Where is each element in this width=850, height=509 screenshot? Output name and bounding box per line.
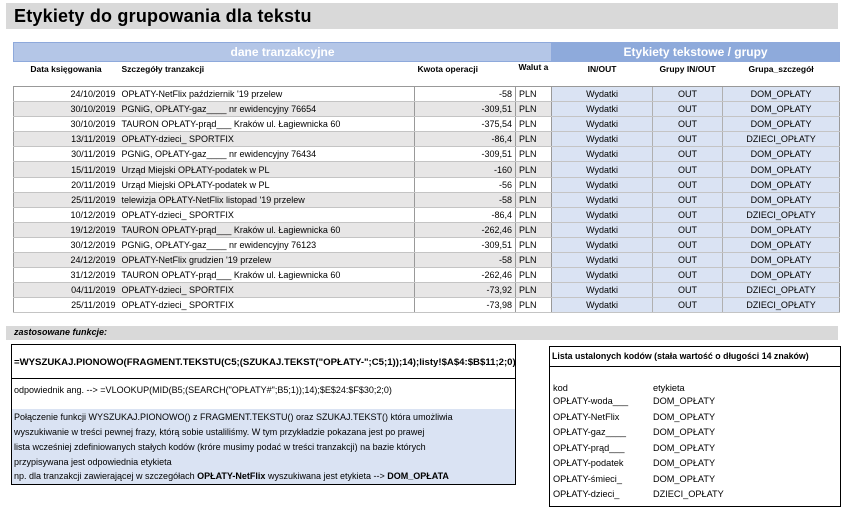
cell-inout: Wydatki xyxy=(552,117,653,132)
cell-group-inout: OUT xyxy=(653,283,723,298)
table-row xyxy=(14,87,840,102)
cell-currency: PLN xyxy=(516,177,552,192)
code-key: OPŁATY-podatek xyxy=(553,458,624,468)
cell-group-inout: OUT xyxy=(653,87,723,102)
transactions-table xyxy=(13,42,840,313)
cell-details: OPŁATY-dzieci_ SPORTFIX xyxy=(119,298,415,313)
cell-group-inout: OUT xyxy=(653,147,723,162)
group-header-transactions: dane tranzakcyjne xyxy=(14,43,552,62)
cell-amount: -56 xyxy=(415,177,516,192)
cell-group-inout: OUT xyxy=(653,177,723,192)
table-row xyxy=(14,298,840,313)
cell-inout: Wydatki xyxy=(552,177,653,192)
cell-inout: Wydatki xyxy=(552,268,653,283)
cell-group-inout: OUT xyxy=(653,253,723,268)
cell-amount: -73,98 xyxy=(415,298,516,313)
page-title: Etykiety do grupowania dla tekstu xyxy=(14,6,312,26)
cell-details: TAURON OPŁATY-prąd___ Kraków ul. Łagiewnicka 60 xyxy=(119,222,415,237)
cell-group-inout: OUT xyxy=(653,102,723,117)
col-header-amount: Kwota operacji xyxy=(415,62,516,87)
table-row xyxy=(14,207,840,222)
cell-group-inout: OUT xyxy=(653,268,723,283)
cell-group-detail: DZIECI_OPŁATY xyxy=(723,207,840,222)
cell-inout: Wydatki xyxy=(552,102,653,117)
cell-group-inout: OUT xyxy=(653,132,723,147)
cell-group-detail: DOM_OPŁATY xyxy=(723,162,840,177)
cell-details: telewizja OPŁATY-NetFlix listopad '19 przelew xyxy=(119,192,415,207)
cell-group-inout: OUT xyxy=(653,117,723,132)
cell-group-detail: DOM_OPŁATY xyxy=(723,87,840,102)
cell-date: 30/12/2019 xyxy=(14,237,119,252)
cell-group-detail: DZIECI_OPŁATY xyxy=(723,298,840,313)
cell-group-inout: OUT xyxy=(653,222,723,237)
cell-details: OPŁATY-dzieci_ SPORTFIX xyxy=(119,132,415,147)
cell-date: 25/11/2019 xyxy=(14,192,119,207)
code-key: OPŁATY-NetFlix xyxy=(553,411,620,422)
table-row xyxy=(14,237,840,252)
cell-group-detail: DOM_OPŁATY xyxy=(723,237,840,252)
table-row xyxy=(14,253,840,268)
title-bar xyxy=(6,3,838,29)
cell-group-detail: DOM_OPŁATY xyxy=(723,192,840,207)
code-key: OPŁATY-dzieci_ xyxy=(553,489,620,499)
table-row xyxy=(14,222,840,237)
cell-date: 15/11/2019 xyxy=(14,162,119,177)
col-header-group-inout: Grupy IN/OUT xyxy=(653,62,723,87)
cell-amount: -58 xyxy=(415,253,516,268)
cell-currency: PLN xyxy=(516,117,552,132)
cell-currency: PLN xyxy=(516,253,552,268)
cell-group-detail: DOM_OPŁATY xyxy=(723,117,840,132)
cell-date: 30/11/2019 xyxy=(14,147,119,162)
codes-header xyxy=(550,347,840,367)
group-header-labels: Etykiety tekstowe / grupy xyxy=(552,43,840,62)
cell-inout: Wydatki xyxy=(552,132,653,147)
code-label: DOM_OPŁATY xyxy=(653,396,716,406)
cell-group-detail: DOM_OPŁATY xyxy=(723,177,840,192)
cell-amount: -309,51 xyxy=(415,237,516,252)
formula-english: odpowiednik ang. --> =VLOOKUP(MID(B5;(SEARCH("OPŁATY#";B5;1));14);$E$24:$F$30;2;0) xyxy=(14,385,392,395)
example-mid: wyszukiwana jest etykieta --> xyxy=(265,471,388,481)
cell-group-detail: DOM_OPŁATY xyxy=(723,102,840,117)
cell-currency: PLN xyxy=(516,147,552,162)
example-term: OPŁATY-NetFlix xyxy=(197,471,266,481)
table-row xyxy=(14,132,840,147)
table-row xyxy=(14,162,840,177)
cell-date: 31/12/2019 xyxy=(14,268,119,283)
table-row xyxy=(14,177,840,192)
col-header-details: Szczegóły tranzakcji xyxy=(119,62,415,87)
cell-group-detail: DOM_OPŁATY xyxy=(723,222,840,237)
table-row xyxy=(14,192,840,207)
cell-date: 19/12/2019 xyxy=(14,222,119,237)
cell-group-detail: DOM_OPŁATY xyxy=(723,253,840,268)
cell-details: TAURON OPŁATY-prąd___ Kraków ul. Łagiewnicka 60 xyxy=(119,117,415,132)
code-key: OPŁATY-śmieci_ xyxy=(553,473,622,484)
cell-currency: PLN xyxy=(516,298,552,313)
cell-details: Urząd Miejski OPŁATY-podatek w PL xyxy=(119,162,415,177)
cell-date: 13/11/2019 xyxy=(14,132,119,147)
cell-details: OPŁATY-NetFlix październik '19 przelew xyxy=(119,87,415,102)
cell-amount: -86,4 xyxy=(415,132,516,147)
cell-inout: Wydatki xyxy=(552,253,653,268)
col-header-group-detail: Grupa_szczegół xyxy=(723,62,840,87)
example-result: DOM_OPŁATA xyxy=(387,471,449,481)
code-label: etykieta xyxy=(653,383,685,393)
col-header-currency: Walut a xyxy=(516,62,552,87)
cell-inout: Wydatki xyxy=(552,147,653,162)
functions-label: zastosowane funkcje: xyxy=(14,327,108,337)
cell-group-inout: OUT xyxy=(653,237,723,252)
table-row xyxy=(14,117,840,132)
cell-group-detail: DZIECI_OPŁATY xyxy=(723,283,840,298)
cell-group-inout: OUT xyxy=(653,162,723,177)
cell-currency: PLN xyxy=(516,222,552,237)
cell-details: PGNiG, OPŁATY-gaz____ nr ewidencyjny 76123 xyxy=(119,237,415,252)
table-row xyxy=(14,147,840,162)
cell-details: TAURON OPŁATY-prąd___ Kraków ul. Łagiewnicka 60 xyxy=(119,268,415,283)
cell-date: 10/12/2019 xyxy=(14,207,119,222)
description-line: lista wcześniej zdefiniowanych stałych kodów (króre musimy podać w treści tranzakcji) na bazie których xyxy=(14,442,426,452)
cell-currency: PLN xyxy=(516,132,552,147)
code-label: DOM_OPŁATY xyxy=(653,473,716,484)
cell-currency: PLN xyxy=(516,192,552,207)
cell-date: 20/11/2019 xyxy=(14,177,119,192)
cell-details: PGNiG, OPŁATY-gaz____ nr ewidencyjny 76654 xyxy=(119,102,415,117)
cell-amount: -73,92 xyxy=(415,283,516,298)
functions-bar xyxy=(6,326,838,340)
cell-amount: -58 xyxy=(415,87,516,102)
cell-amount: -160 xyxy=(415,162,516,177)
cell-currency: PLN xyxy=(516,283,552,298)
cell-currency: PLN xyxy=(516,102,552,117)
example-prefix: np. dla tranzakcji zawierającej w szczegółach xyxy=(14,471,198,481)
cell-date: 04/11/2019 xyxy=(14,283,119,298)
cell-inout: Wydatki xyxy=(552,162,653,177)
cell-inout: Wydatki xyxy=(552,283,653,298)
cell-amount: -262,46 xyxy=(415,268,516,283)
cell-inout: Wydatki xyxy=(552,298,653,313)
cell-details: OPŁATY-dzieci_ SPORTFIX xyxy=(119,207,415,222)
cell-currency: PLN xyxy=(516,162,552,177)
example-line xyxy=(14,471,449,481)
formula-box xyxy=(11,344,516,485)
cell-inout: Wydatki xyxy=(552,237,653,252)
cell-details: OPŁATY-dzieci_ SPORTFIX xyxy=(119,283,415,298)
table-row xyxy=(14,283,840,298)
col-header-date: Data księgowania xyxy=(14,62,119,87)
cell-currency: PLN xyxy=(516,207,552,222)
code-label: DOM_OPŁATY xyxy=(653,442,716,453)
cell-group-inout: OUT xyxy=(653,298,723,313)
table-row xyxy=(14,102,840,117)
column-header-row xyxy=(14,62,840,87)
cell-group-detail: DOM_OPŁATY xyxy=(723,268,840,283)
code-label: DZIECI_OPŁATY xyxy=(653,489,724,499)
codes-box xyxy=(549,346,841,507)
formula-divider xyxy=(12,378,515,379)
code-key: OPŁATY-woda___ xyxy=(553,396,629,406)
cell-amount: -86,4 xyxy=(415,207,516,222)
group-header-row xyxy=(14,43,840,62)
description-line: przypisywana jest odpowiednia etykieta xyxy=(14,457,172,467)
cell-group-inout: OUT xyxy=(653,207,723,222)
formula-polish: =WYSZUKAJ.PIONOWO(FRAGMENT.TEKSTU(C5;(SZUKAJ.TEKST("OPŁATY-";C5;1));14);listy!$A$4:$B$11;2;0) xyxy=(14,357,516,368)
cell-date: 30/10/2019 xyxy=(14,117,119,132)
code-key: OPŁATY-gaz____ xyxy=(553,427,627,437)
code-key: OPŁATY-prąd___ xyxy=(553,442,625,453)
code-label: DOM_OPŁATY xyxy=(653,411,716,422)
cell-inout: Wydatki xyxy=(552,207,653,222)
cell-amount: -375,54 xyxy=(415,117,516,132)
cell-details: OPŁATY-NetFlix grudzien '19 przelew xyxy=(119,253,415,268)
cell-date: 25/11/2019 xyxy=(14,298,119,313)
cell-amount: -309,51 xyxy=(415,147,516,162)
description-line: Połączenie funkcji WYSZUKAJ.PIONOWO() z FRAGMENT.TEKSTU() oraz SZUKAJ.TEKST() która umożliwia xyxy=(14,412,453,422)
code-label: DOM_OPŁATY xyxy=(653,458,716,468)
cell-date: 30/10/2019 xyxy=(14,102,119,117)
cell-date: 24/12/2019 xyxy=(14,253,119,268)
cell-inout: Wydatki xyxy=(552,192,653,207)
cell-inout: Wydatki xyxy=(552,222,653,237)
cell-date: 24/10/2019 xyxy=(14,87,119,102)
cell-currency: PLN xyxy=(516,87,552,102)
code-key: kod xyxy=(553,383,568,393)
description-line: wyszukiwanie w treści pewnej frazy, którą sobie ustaliliśmy. W tym przykładzie pokazana jest po prawej xyxy=(14,427,425,437)
cell-currency: PLN xyxy=(516,268,552,283)
cell-details: PGNiG, OPŁATY-gaz____ nr ewidencyjny 76434 xyxy=(119,147,415,162)
col-header-inout: IN/OUT xyxy=(552,62,653,87)
codes-header-text: Lista ustalonych kodów (stała wartość o długości 14 znaków) xyxy=(552,351,809,361)
cell-inout: Wydatki xyxy=(552,87,653,102)
table-row xyxy=(14,268,840,283)
cell-group-detail: DOM_OPŁATY xyxy=(723,147,840,162)
code-label: DOM_OPŁATY xyxy=(653,427,716,437)
cell-currency: PLN xyxy=(516,237,552,252)
cell-details: Urząd Miejski OPŁATY-podatek w PL xyxy=(119,177,415,192)
cell-amount: -309,51 xyxy=(415,102,516,117)
cell-amount: -58 xyxy=(415,192,516,207)
cell-group-inout: OUT xyxy=(653,192,723,207)
cell-amount: -262,46 xyxy=(415,222,516,237)
cell-group-detail: DZIECI_OPŁATY xyxy=(723,132,840,147)
